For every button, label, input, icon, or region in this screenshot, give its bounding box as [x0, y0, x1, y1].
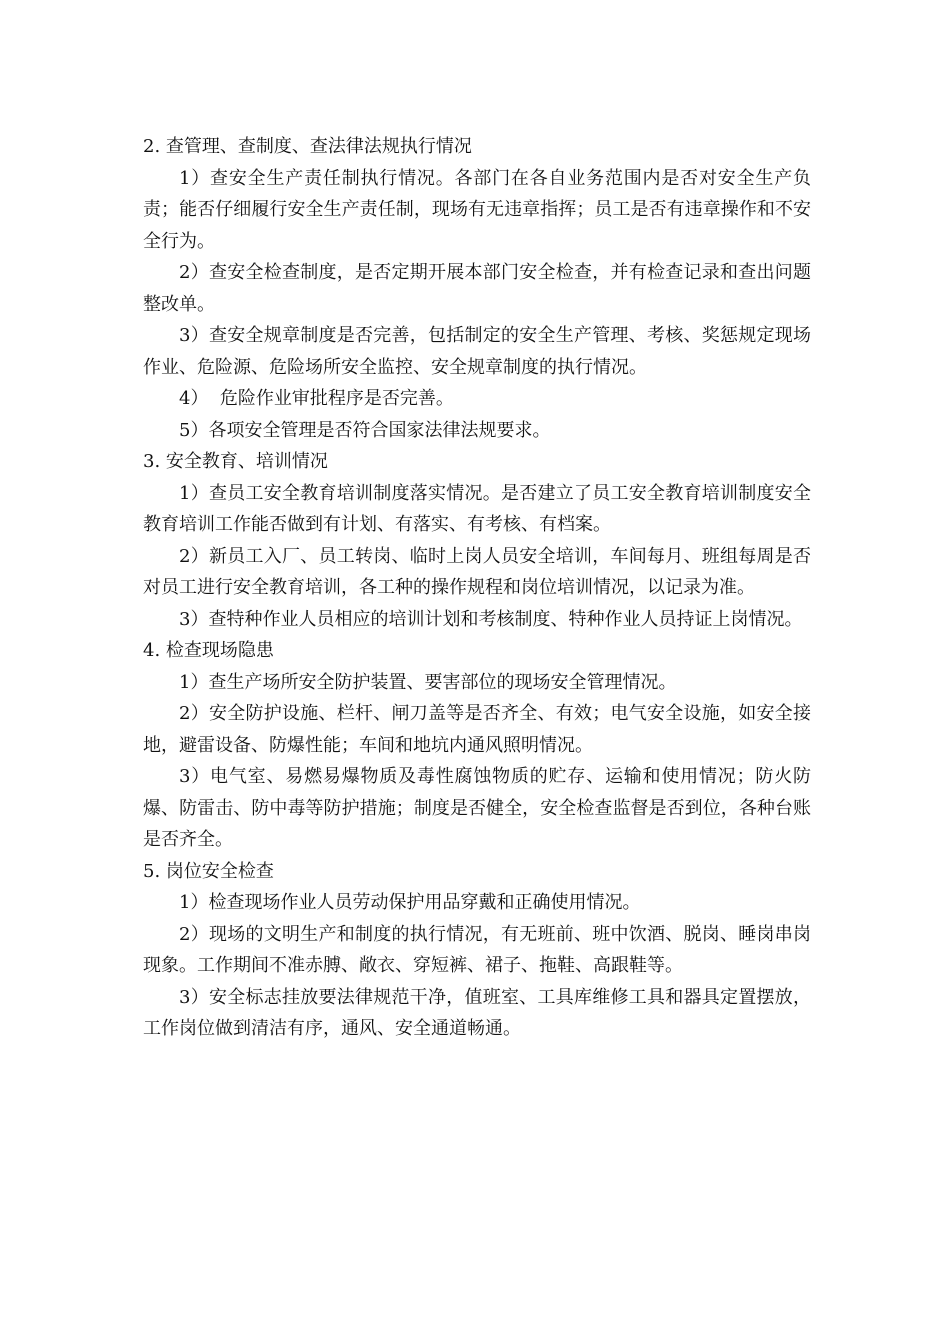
paragraph: 2）安全防护设施、栏杆、闸刀盖等是否齐全、有效；电气安全设施，如安全接地，避雷设备、防爆性能；车间和地坑内通风照明情况。	[143, 703, 811, 756]
paragraph: 3）安全标志挂放要法律规范干净，值班室、工具库维修工具和器具定置摆放，工作岗位做到清洁有序，通风、安全通道畅通。	[143, 986, 811, 1039]
section-heading: 3. 安全教育、培训情况	[143, 451, 328, 472]
paragraph: 1）查员工安全教育培训制度落实情况。是否建立了员工安全教育培训制度安全教育培训工作能否做到有计划、有落实、有考核、有档案。	[143, 482, 811, 535]
section-heading: 2. 查管理、查制度、查法律法规执行情况	[143, 136, 472, 157]
paragraph: 1）检查现场作业人员劳动保护用品穿戴和正确使用情况。	[179, 892, 641, 913]
paragraph: 5）各项安全管理是否符合国家法律法规要求。	[179, 419, 551, 441]
section-heading: 4. 检查现场隐患	[143, 640, 274, 661]
document-body	[143, 131, 811, 1045]
section-heading: 5. 岗位安全检查	[143, 860, 274, 882]
paragraph: 1）查生产场所安全防护装置、要害部位的现场安全管理情况。	[179, 671, 677, 693]
paragraph: 2）现场的文明生产和制度的执行情况，有无班前、班中饮酒、脱岗、睡岗串岗现象。工作期间不准赤膊、敞衣、穿短裤、裙子、拖鞋、高跟鞋等。	[143, 923, 811, 976]
paragraph: 4） 危险作业审批程序是否完善。	[179, 388, 454, 409]
paragraph: 3）电气室、易燃易爆物质及毒性腐蚀物质的贮存、运输和使用情况；防火防爆、防雷击、防中毒等防护措施；制度是否健全，安全检查监督是否到位，各种台账是否齐全。	[143, 766, 811, 850]
paragraph: 3）查安全规章制度是否完善，包括制定的安全生产管理、考核、奖惩规定现场作业、危险源、危险场所安全监控、安全规章制度的执行情况。	[143, 325, 811, 378]
paragraph: 1）查安全生产责任制执行情况。各部门在各自业务范围内是否对安全生产负责；能否仔细履行安全生产责任制，现场有无违章指挥；员工是否有违章操作和不安全行为。	[143, 167, 811, 252]
paragraph: 3）查特种作业人员相应的培训计划和考核制度、特种作业人员持证上岗情况。	[179, 608, 803, 630]
paragraph: 2）查安全检查制度，是否定期开展本部门安全检查，并有检查记录和查出问题整改单。	[143, 262, 811, 315]
paragraph: 2）新员工入厂、员工转岗、临时上岗人员安全培训，车间每月、班组每周是否对员工进行安全教育培训，各工种的操作规程和岗位培训情况，以记录为准。	[143, 545, 811, 598]
